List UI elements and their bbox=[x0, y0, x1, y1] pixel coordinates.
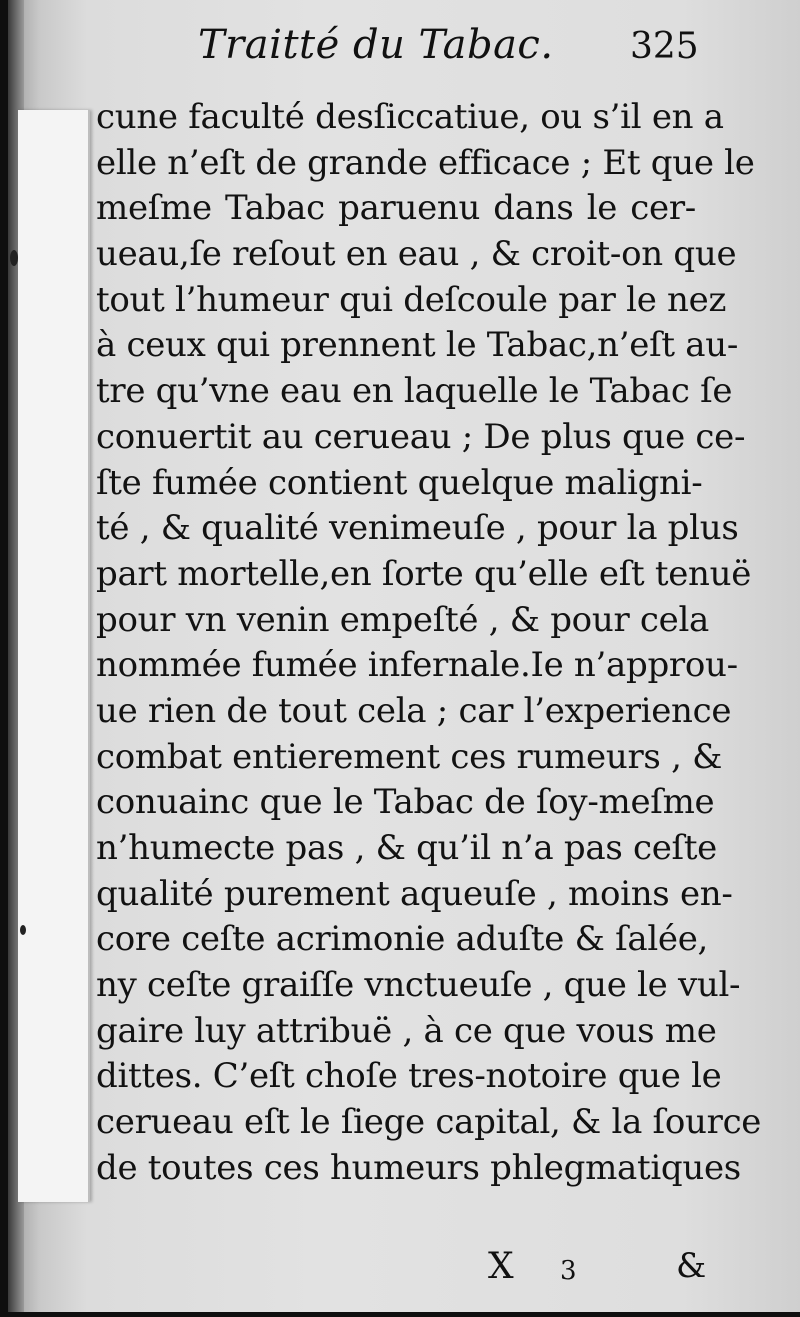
text-line: pour vn venin empeſté , & pour cela bbox=[96, 599, 710, 640]
running-title: Traitté du Tabac. bbox=[198, 22, 554, 68]
catchword: & bbox=[676, 1246, 707, 1286]
signature-number: 3 bbox=[560, 1256, 577, 1286]
text-line: de toutes ces humeurs phlegmatiques bbox=[96, 1147, 741, 1188]
text-line: cerueau eſt le ſiege capital, & la ſource bbox=[96, 1102, 762, 1143]
text-line: ny ceſte graiſſe vnctueuſe , que le vul- bbox=[96, 965, 741, 1006]
text-line: conuertit au cerueau ; De plus que ce- bbox=[96, 416, 746, 457]
text-line: qualité purement aqueuſe , moins en- bbox=[96, 873, 733, 914]
signature-mark: X bbox=[488, 1246, 514, 1287]
body-text bbox=[96, 95, 762, 1192]
text-line: ue rien de tout cela ; car l’experience bbox=[96, 690, 732, 731]
text-line: meſme Tabac paruenu dans le cer- bbox=[96, 188, 696, 229]
ink-speck bbox=[10, 250, 18, 266]
paper-repair-strip bbox=[18, 110, 90, 1202]
text-line: conuainc que le Tabac de ſoy-meſme bbox=[96, 782, 715, 823]
text-line: tre qu’vne eau en laquelle le Tabac ſe bbox=[96, 371, 733, 412]
text-line: tout l’humeur qui deſcoule par le nez bbox=[96, 279, 727, 320]
text-line: gaire luy attribuë , à ce que vous me bbox=[96, 1010, 717, 1051]
text-line: cune faculté desſiccatiue, ou s’il en a bbox=[96, 97, 724, 137]
text-line: combat entierement ces rumeurs , & bbox=[96, 736, 723, 777]
text-line: nommée fumée infernale.Ie n’approu- bbox=[96, 645, 738, 686]
text-line: part mortelle,en ſorte qu’elle eſt tenuë bbox=[96, 553, 752, 594]
text-line: n’humecte pas , & qu’il n’a pas ceſte bbox=[96, 828, 718, 868]
text-line: dittes. C’eſt choſe tres-notoire que le bbox=[96, 1056, 722, 1097]
text-line: ueau,ſe reſout en eau , & croit-on que bbox=[96, 234, 737, 275]
text-line: à ceux qui prennent le Tabac,n’eſt au- bbox=[96, 325, 739, 366]
text-line: té , & qualité venimeuſe , pour la plus bbox=[96, 508, 739, 549]
text-line: elle n’eſt de grande efficace ; Et que le bbox=[96, 142, 755, 183]
book-page bbox=[8, 0, 800, 1312]
text-line: core ceſte acrimonie aduſte & ſalée, bbox=[96, 919, 709, 960]
text-line: ſte fumée contient quelque maligni- bbox=[96, 462, 703, 503]
page-number: 325 bbox=[630, 26, 699, 67]
ink-speck bbox=[20, 925, 26, 935]
